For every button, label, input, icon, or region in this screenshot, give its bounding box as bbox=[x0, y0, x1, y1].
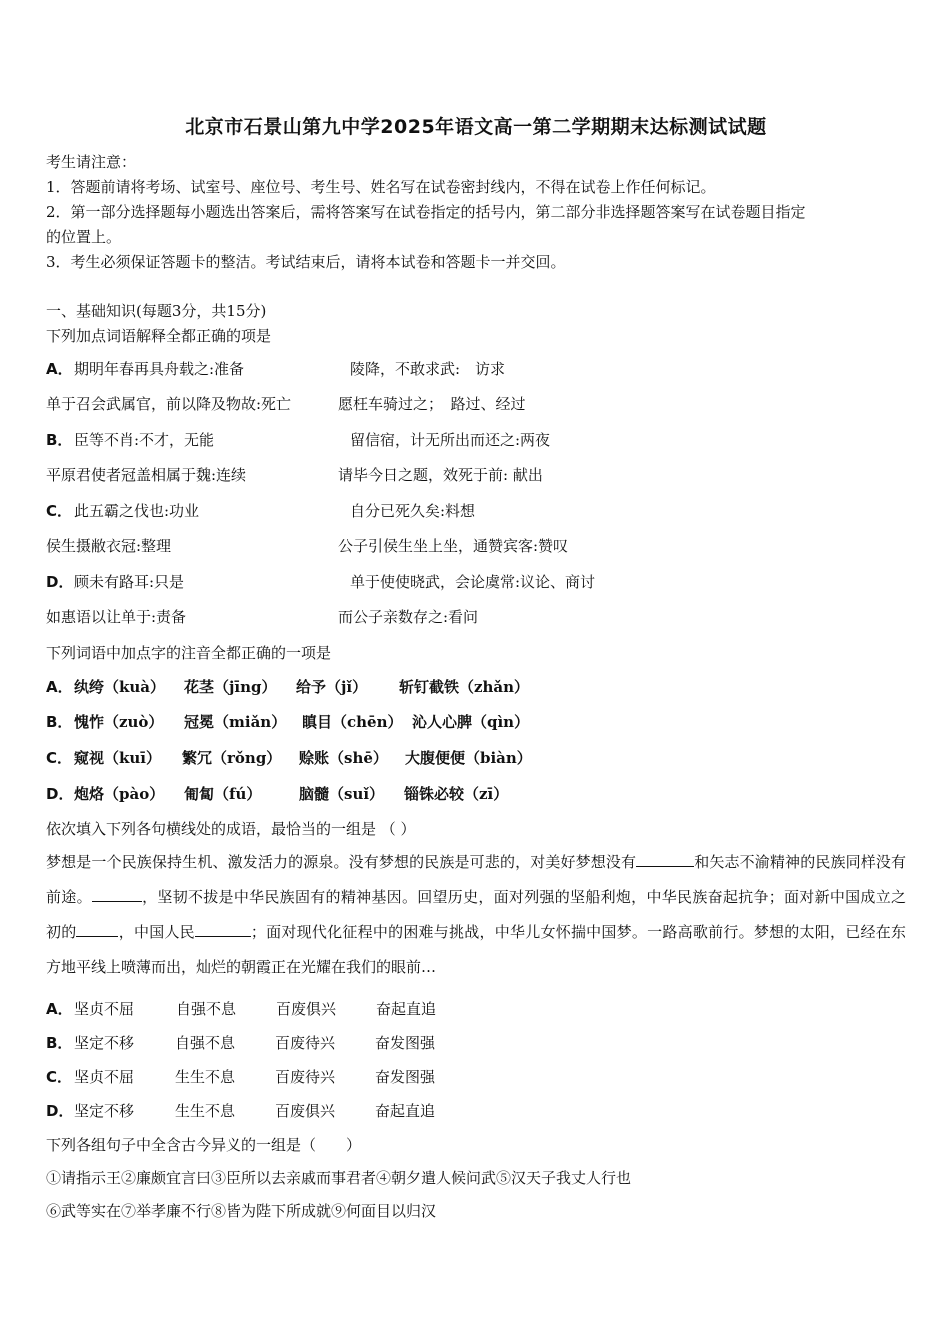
option-left: 此五霸之伐也:功业 bbox=[74, 502, 200, 520]
option-left: 单于召会武属官，前以降及物故:死亡 bbox=[46, 395, 292, 413]
q3-row bbox=[46, 1033, 906, 1053]
idiom-item: 百废俱兴 bbox=[276, 1000, 337, 1018]
pinyin-item: 窥视（kuī） bbox=[74, 749, 161, 767]
answer-blank bbox=[636, 852, 694, 867]
q4-sentences: ⑥武等实在⑦举孝廉不行⑧皆为陛下所成就⑨何面目以归汉 bbox=[46, 1202, 437, 1220]
option-right: 单于使使晓武，会论虞常:议论、商讨 bbox=[350, 573, 596, 591]
option-left: 臣等不肖:不才，无能 bbox=[74, 431, 215, 449]
pinyin-item: 纨绔（kuà） bbox=[74, 678, 166, 696]
option-left: 如惠语以让单于:责备 bbox=[46, 608, 187, 626]
option-letter: A． bbox=[46, 678, 73, 696]
q3-passage bbox=[46, 845, 906, 985]
option-right: 自分已死久矣:料想 bbox=[350, 502, 476, 520]
pinyin-item: 斩钉截铁（zhǎn） bbox=[399, 678, 530, 696]
idiom-item: 百废待兴 bbox=[275, 1068, 336, 1086]
notice-item: 的位置上。 bbox=[46, 228, 122, 246]
q1-row bbox=[46, 465, 906, 485]
option-letter: B． bbox=[46, 431, 73, 449]
q1-row bbox=[46, 359, 906, 379]
q3-row bbox=[46, 1067, 906, 1087]
q1-row bbox=[46, 607, 906, 627]
idiom-item: 坚定不移 bbox=[74, 1034, 135, 1052]
pinyin-item: 赊账（shē） bbox=[299, 749, 388, 767]
pinyin-item: 冠冕（miǎn） bbox=[184, 713, 287, 731]
option-letter: B． bbox=[46, 1034, 73, 1052]
pinyin-item: 花茎（jīng） bbox=[184, 678, 277, 696]
notice-item: 3．考生必须保证答题卡的整洁。考试结束后，请将本试卷和答题卡一并交回。 bbox=[46, 253, 566, 271]
idiom-item: 奋起直追 bbox=[375, 1102, 436, 1120]
q3-row bbox=[46, 999, 906, 1019]
idiom-item: 坚贞不屈 bbox=[74, 1000, 135, 1018]
notice-heading: 考生请注意： bbox=[46, 153, 137, 171]
pinyin-item: 脑髓（suǐ） bbox=[299, 785, 385, 803]
answer-blank bbox=[92, 887, 142, 902]
pinyin-item: 繁冗（rǒng） bbox=[182, 749, 282, 767]
pinyin-item: 锱铢必较（zī） bbox=[404, 785, 509, 803]
q1-row bbox=[46, 572, 906, 592]
q4-sentences: ①请指示王②廉颇宜言曰③臣所以去亲戚而事君者④朝夕遣人候问武⑤汉天子我丈人行也 bbox=[46, 1169, 632, 1187]
idiom-item: 自强不息 bbox=[175, 1034, 236, 1052]
pinyin-item: 愧怍（zuò） bbox=[74, 713, 164, 731]
idiom-item: 坚贞不屈 bbox=[74, 1068, 135, 1086]
pinyin-item: 炮烙（pào） bbox=[74, 785, 165, 803]
q2-row bbox=[46, 748, 906, 768]
option-letter: B． bbox=[46, 713, 73, 731]
idiom-item: 生生不息 bbox=[175, 1068, 236, 1086]
idiom-item: 奋发图强 bbox=[375, 1034, 436, 1052]
question-stem: 下列加点词语解释全都正确的项是 bbox=[46, 327, 272, 345]
option-right: 陵降，不敢求武: 访求 bbox=[350, 360, 506, 378]
idiom-item: 奋发图强 bbox=[375, 1068, 436, 1086]
idiom-item: 百废待兴 bbox=[275, 1034, 336, 1052]
option-right: 愿枉车骑过之； 路过、经过 bbox=[338, 395, 526, 413]
option-right: 留信宿，计无所出而还之:两夜 bbox=[350, 431, 551, 449]
q3-row bbox=[46, 1101, 906, 1121]
passage-text: ，中国人民 bbox=[118, 923, 195, 941]
q2-row bbox=[46, 712, 906, 732]
page-title: 北京市石景山第九中学2025年语文高一第二学期期末达标测试试题 bbox=[185, 116, 767, 138]
option-left: 平原君使者冠盖相属于魏:连续 bbox=[46, 466, 247, 484]
answer-blank bbox=[195, 922, 251, 937]
option-letter: C． bbox=[46, 502, 73, 520]
notice-item: 2．第一部分选择题每小题选出答案后，需将答案写在试卷指定的括号内，第二部分非选择题答案写在试卷题目指定 bbox=[46, 203, 806, 221]
option-letter: D． bbox=[46, 1102, 74, 1120]
option-left: 顾未有路耳:只是 bbox=[74, 573, 185, 591]
question-stem: 下列词语中加点字的注音全都正确的一项是 bbox=[46, 644, 332, 662]
pinyin-item: 沁人心脾（qìn） bbox=[412, 713, 530, 731]
option-letter: D． bbox=[46, 785, 74, 803]
idiom-item: 奋起直追 bbox=[376, 1000, 437, 1018]
q1-row bbox=[46, 501, 906, 521]
idiom-item: 生生不息 bbox=[175, 1102, 236, 1120]
q2-row bbox=[46, 784, 906, 804]
passage-text: ；面对现代化征程中的困难与挑战，中华儿女怀揣中国梦。一路高歌前行。梦想的太阳，已经在东方地平线上喷薄而出，灿烂的朝霞正在光耀在我们的眼前… bbox=[46, 923, 906, 976]
option-right: 公子引侯生坐上坐，通赞宾客:赞叹 bbox=[338, 537, 569, 555]
option-letter: C． bbox=[46, 1068, 73, 1086]
answer-blank bbox=[76, 922, 118, 937]
option-letter: A． bbox=[46, 360, 73, 378]
option-left: 期明年春再具舟载之:准备 bbox=[74, 360, 245, 378]
question-stem: 依次填入下列各句横线处的成语，最恰当的一组是 （ ） bbox=[46, 820, 416, 838]
q1-row bbox=[46, 394, 906, 414]
option-letter: A． bbox=[46, 1000, 73, 1018]
passage-text: ，坚韧不拔是中华民族固有的精神基因。回望历史，面对列强的坚船利炮，中华民族奋起抗争；面对新中国成立之初的 bbox=[46, 888, 906, 941]
passage-text: 和矢志不渝精神的民族同样没有前途。 bbox=[46, 853, 906, 906]
pinyin-item: 大腹便便（biàn） bbox=[405, 749, 532, 767]
idiom-item: 自强不息 bbox=[176, 1000, 237, 1018]
q1-row bbox=[46, 536, 906, 556]
question-stem: 下列各组句子中全含古今异义的一组是（ ） bbox=[46, 1136, 362, 1154]
option-letter: C． bbox=[46, 749, 73, 767]
idiom-item: 百废俱兴 bbox=[275, 1102, 336, 1120]
section-heading: 一、基础知识(每题3分，共15分) bbox=[46, 302, 267, 320]
idiom-item: 坚定不移 bbox=[74, 1102, 135, 1120]
option-left: 侯生摄敝衣冠:整理 bbox=[46, 537, 172, 555]
option-letter: D． bbox=[46, 573, 74, 591]
q2-row bbox=[46, 677, 906, 697]
q1-row bbox=[46, 430, 906, 450]
option-right: 请毕今日之题，效死于前: 献出 bbox=[338, 466, 543, 484]
notice-item: 1．答题前请将考场、试室号、座位号、考生号、姓名写在试卷密封线内，不得在试卷上作任何标记。 bbox=[46, 178, 716, 196]
pinyin-item: 给予（jǐ） bbox=[296, 678, 368, 696]
pinyin-item: 匍匐（fú） bbox=[184, 785, 262, 803]
passage-text: 梦想是一个民族保持生机、激发活力的源泉。没有梦想的民族是可悲的，对美好梦想没有 bbox=[46, 853, 637, 871]
option-right: 而公子亲数存之:看问 bbox=[338, 608, 479, 626]
pinyin-item: 瞋目（chēn） bbox=[302, 713, 403, 731]
